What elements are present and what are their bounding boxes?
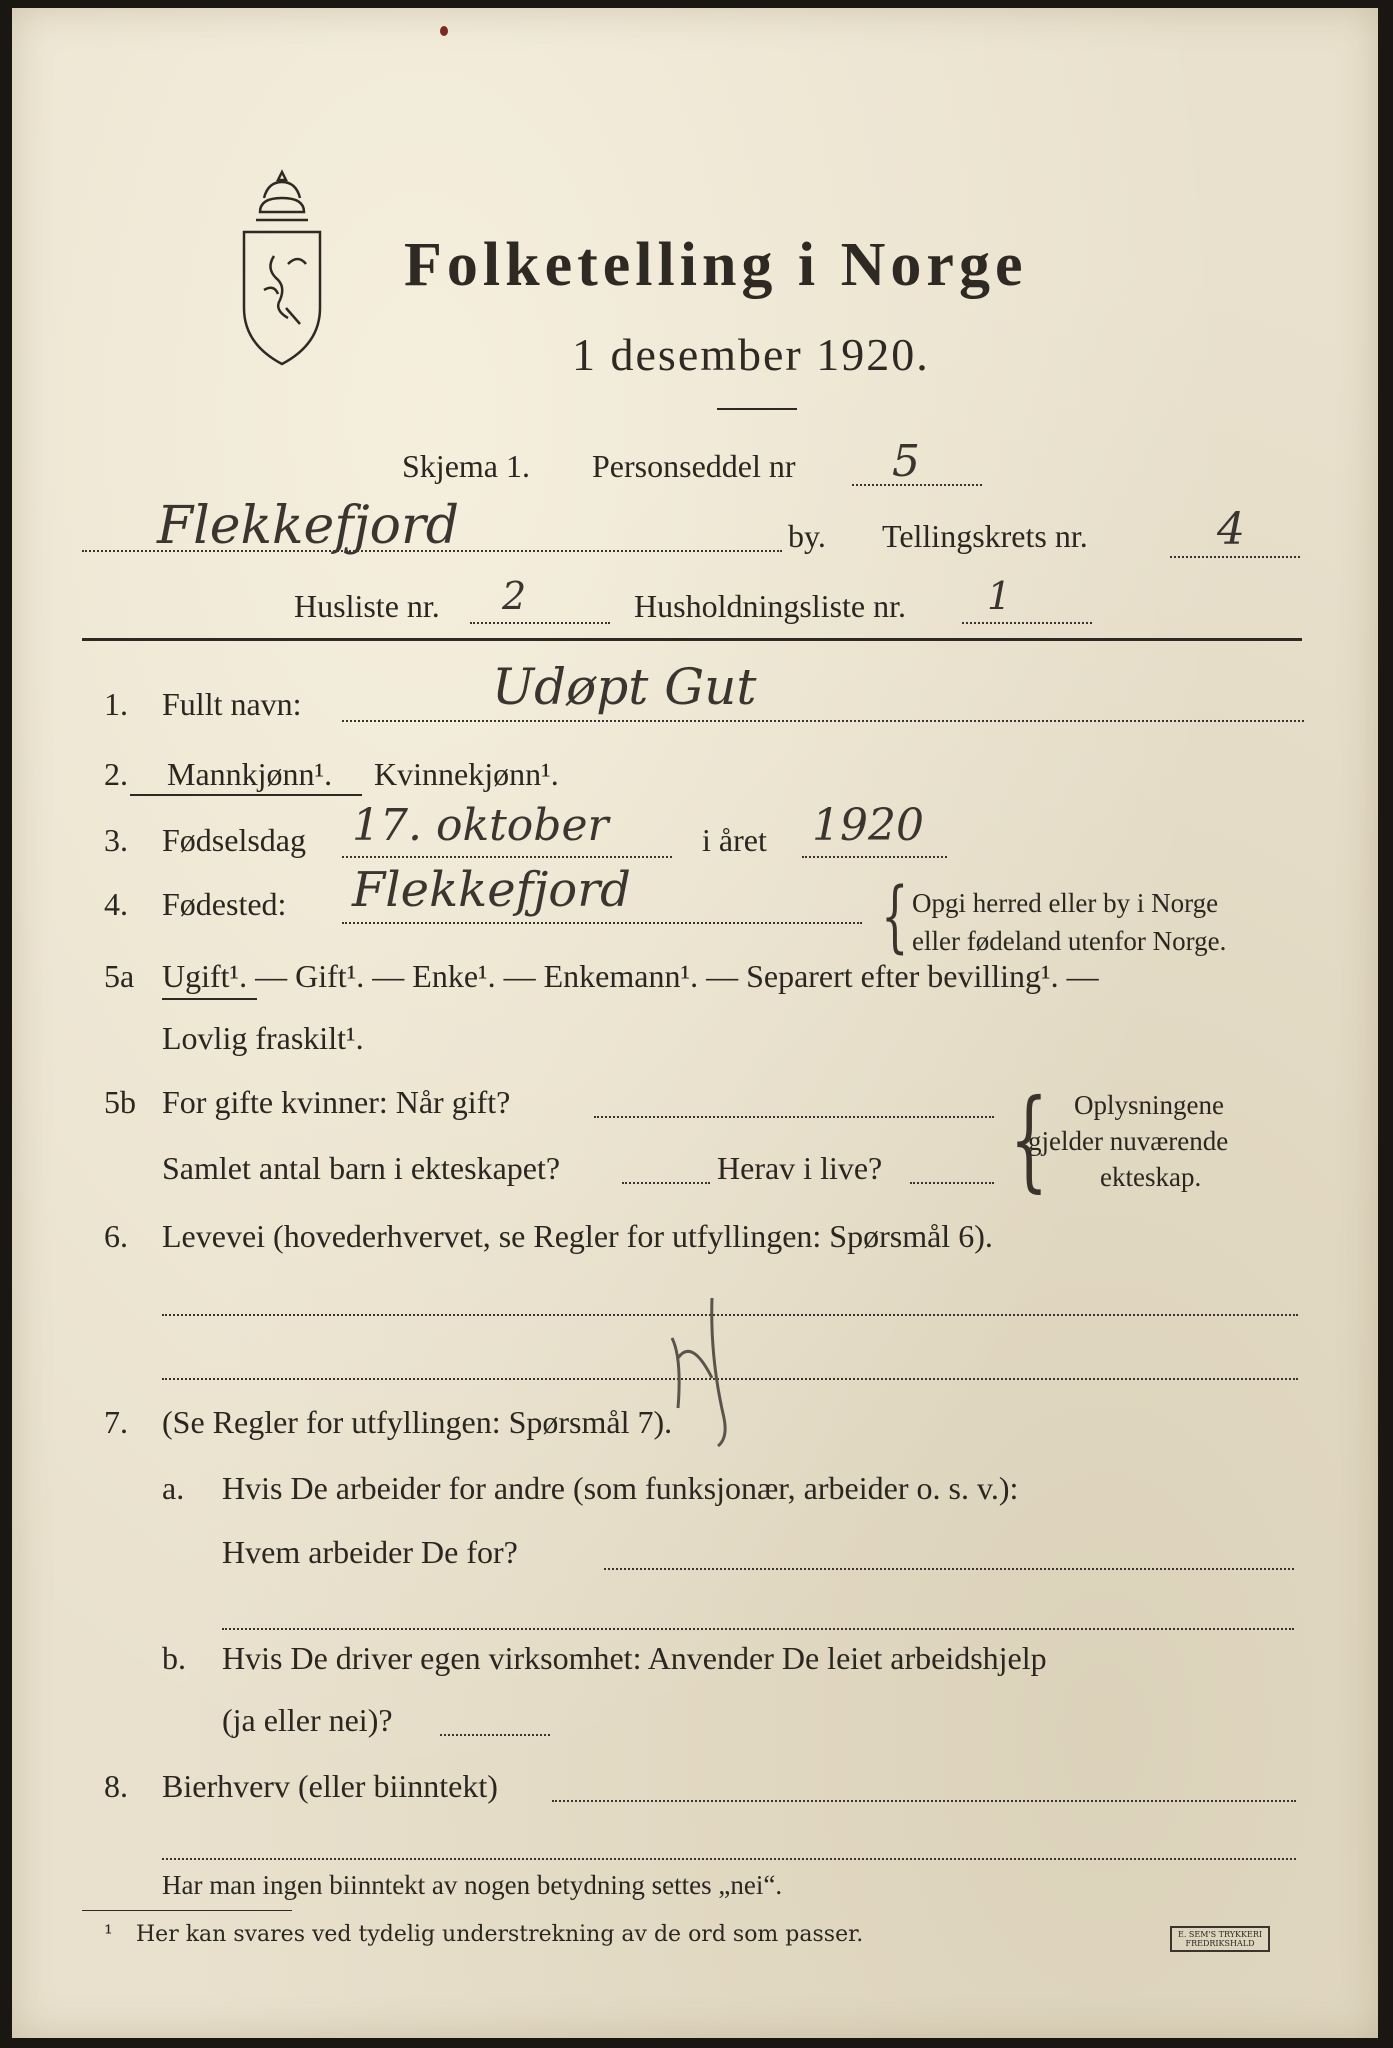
header-divider [82,638,1302,641]
q5b-naar-gift-label: For gifte kvinner: Når gift? [162,1084,511,1120]
tellingskrets-value[interactable]: 4 [1217,504,1245,555]
q2-mannkjonn[interactable]: Mannkjønn¹. [167,756,333,792]
ink-dot [440,26,448,36]
census-date: 1 desember 1920. [572,329,930,380]
q1-label: Fullt navn: [162,686,302,722]
footnote-text: Her kan svares ved tydelig understrekning av de ord som passer. [136,1922,864,1947]
husholdningsliste-value[interactable]: 1 [987,574,1012,618]
q7b-line [440,1734,550,1736]
q3-day-line [342,856,672,858]
q8-note: Har man ingen biinntekt av nogen betydning settes „nei“. [162,1870,783,1900]
q5a-ugift-underline [162,998,257,1000]
q7a-line-1 [604,1568,1294,1570]
q6-label: Levevei (hovederhvervet, se Regler for utfyllingen: Spørsmål 6). [162,1218,993,1254]
q7a-letter: a. [162,1470,185,1506]
tellingskrets-label: Tellingskrets nr. [882,518,1088,554]
q8-number: 8. [104,1768,128,1804]
q5b-herav-label: Herav i live? [717,1150,883,1186]
q8-line-1 [552,1800,1296,1802]
q7a-line2: Hvem arbeider De for? [222,1534,518,1570]
q2-mannkjonn-underline [130,794,362,796]
q5b-note-brace: { [1009,1075,1049,1203]
q4-note-brace: { [881,872,909,962]
q4-note-line2: eller fødeland utenfor Norge. [912,926,1227,956]
printer-stamp-line1: E. SEM'S TRYKKERI [1178,1930,1263,1939]
tellingskrets-line [1170,556,1300,558]
title-divider [717,408,797,410]
q5a-options-line2[interactable]: Lovlig fraskilt¹. [162,1020,364,1056]
q1-number: 1. [104,686,128,722]
coat-of-arms-icon [234,168,330,368]
q3-birth-day[interactable]: 17. oktober [352,800,609,851]
q7b-line1: Hvis De driver egen virksomhet: Anvender De leiet arbeidshjelp [222,1640,1047,1676]
q5b-number: 5b [104,1084,136,1120]
q7a-line1: Hvis De arbeider for andre (som funksjonær, arbeider o. s. v.): [222,1470,1019,1506]
form-title: Folketelling i Norge [404,231,1028,299]
q7b-letter: b. [162,1640,186,1676]
husholdningsliste-label: Husholdningsliste nr. [634,588,907,624]
q7b-line2: (ja eller nei)? [222,1702,393,1738]
q4-note-line1: Opgi herred eller by i Norge [912,888,1219,918]
personseddel-value[interactable]: 5 [892,436,920,487]
q5b-note-line1: Oplysningene [1074,1090,1224,1120]
q4-line [342,922,862,924]
q5b-note-line3: ekteskap. [1100,1162,1202,1192]
q5b-antal-barn-line [622,1182,710,1184]
husliste-label: Husliste nr. [294,588,440,624]
census-form-page [12,8,1378,2038]
q2-number: 2. [104,756,128,792]
q5b-antal-barn-label: Samlet antal barn i ekteskapet? [162,1150,561,1186]
q5b-herav-line [910,1182,994,1184]
q6-number: 6. [104,1218,128,1254]
q1-full-name[interactable]: Udøpt Gut [492,658,757,716]
q3-birth-year[interactable]: 1920 [812,800,924,851]
q7-number: 7. [104,1404,128,1440]
q3-year-line [802,856,947,858]
footnote-divider [82,1910,292,1911]
q5b-note-line2: gjelder nuværende [1028,1126,1229,1156]
footnote-mark: ¹ [104,1922,113,1947]
q3-year-label: i året [702,822,767,858]
q4-label: Fødested: [162,886,287,922]
q7a-line-2 [222,1628,1294,1630]
printer-stamp [1170,1926,1270,1952]
q8-label: Bierhverv (eller biinntekt) [162,1768,498,1804]
printer-stamp-line2: FREDRIKSHALD [1185,1939,1255,1948]
by-label: by. [788,518,826,554]
husliste-value[interactable]: 2 [502,574,527,618]
q7-label: (Se Regler for utfyllingen: Spørsmål 7). [162,1404,673,1440]
personseddel-label: Personseddel nr [592,448,796,484]
q4-birthplace[interactable]: Flekkefjord [352,862,631,918]
town-value[interactable]: Flekkefjord [157,496,460,556]
husliste-line [470,622,610,624]
q5a-options-line1[interactable]: Ugift¹. — Gift¹. — Enke¹. — Enkemann¹. — Separert efter bevilling¹. — [162,958,1099,994]
husholdningsliste-line [962,622,1092,624]
q2-kvinnekjonn[interactable]: Kvinnekjønn¹. [374,756,559,792]
skjema-label: Skjema 1. [402,448,530,484]
q3-number: 3. [104,822,128,858]
q4-number: 4. [104,886,128,922]
q8-line-2 [162,1858,1296,1860]
q3-label: Fødselsdag [162,822,306,858]
q1-line [342,720,1304,722]
q5a-number: 5a [104,958,135,994]
q5b-naar-gift-line [594,1116,994,1118]
